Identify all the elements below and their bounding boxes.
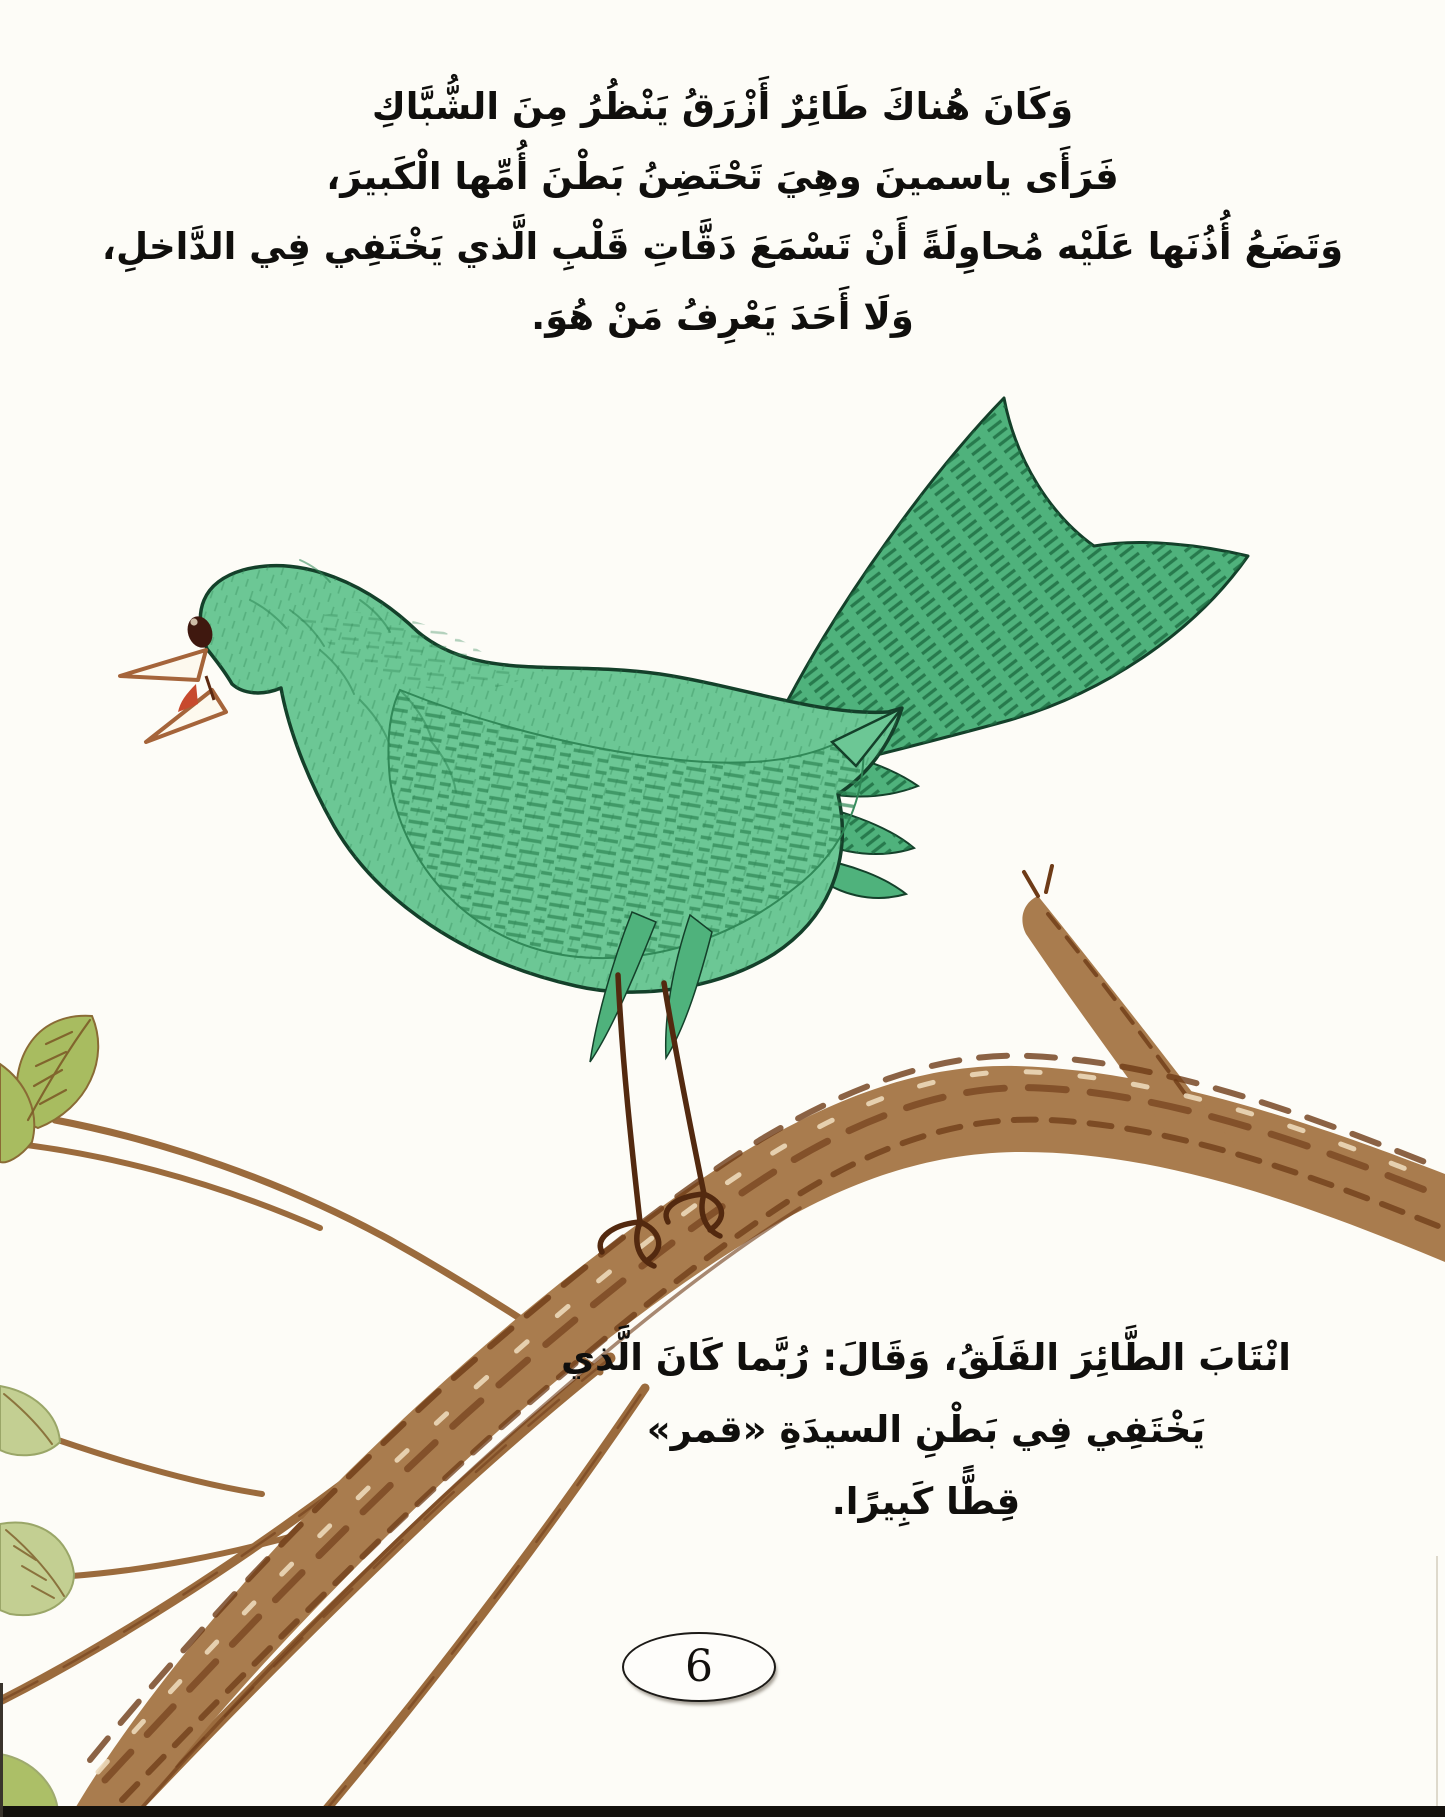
- page-crease-right: [1436, 1556, 1438, 1806]
- story-line: وَكَانَ هُناكَ طَائِرٌ أَزْرَقُ يَنْظُرُ مِنَ الشُّبَّاكِ: [371, 85, 1074, 128]
- book-edge-left: [0, 1683, 3, 1817]
- story-line: وَتَضَعُ أُذُنَها عَلَيْه مُحاوِلَةً أَنْ تَسْمَعَ دَقَّاتِ قَلْبِ الَّذي يَخْتَفِي فِي الدَّاخلِ،: [101, 225, 1344, 268]
- story-line: قِطًّا كَبِيرًا.: [831, 1480, 1021, 1523]
- story-line: انْتَابَ الطَّائِرَ القَلَقُ، وَقَالَ: رُبَّما كَانَ الَّذي: [561, 1336, 1291, 1379]
- bird-head-details: [120, 613, 226, 742]
- story-paragraph-bottom: [545, 1322, 1307, 1538]
- book-edge-bottom: [0, 1806, 1445, 1817]
- bird-beak-upper: [120, 650, 206, 680]
- story-line: وَلَا أَحَدَ يَعْرِفُ مَنْ هُوَ.: [531, 295, 914, 338]
- bird-body: [200, 560, 902, 1062]
- page-number-badge: [622, 1632, 776, 1702]
- story-paragraph-top: [60, 72, 1385, 352]
- page-number: 6: [685, 1641, 713, 1692]
- story-line: يَخْتَفِي فِي بَطْنِ السيدَةِ «قمر»: [646, 1408, 1206, 1451]
- story-line: فَرَأَى ياسمينَ وهِيَ تَحْتَضِنُ بَطْنَ أُمِّها الْكَبيرَ،: [326, 155, 1119, 198]
